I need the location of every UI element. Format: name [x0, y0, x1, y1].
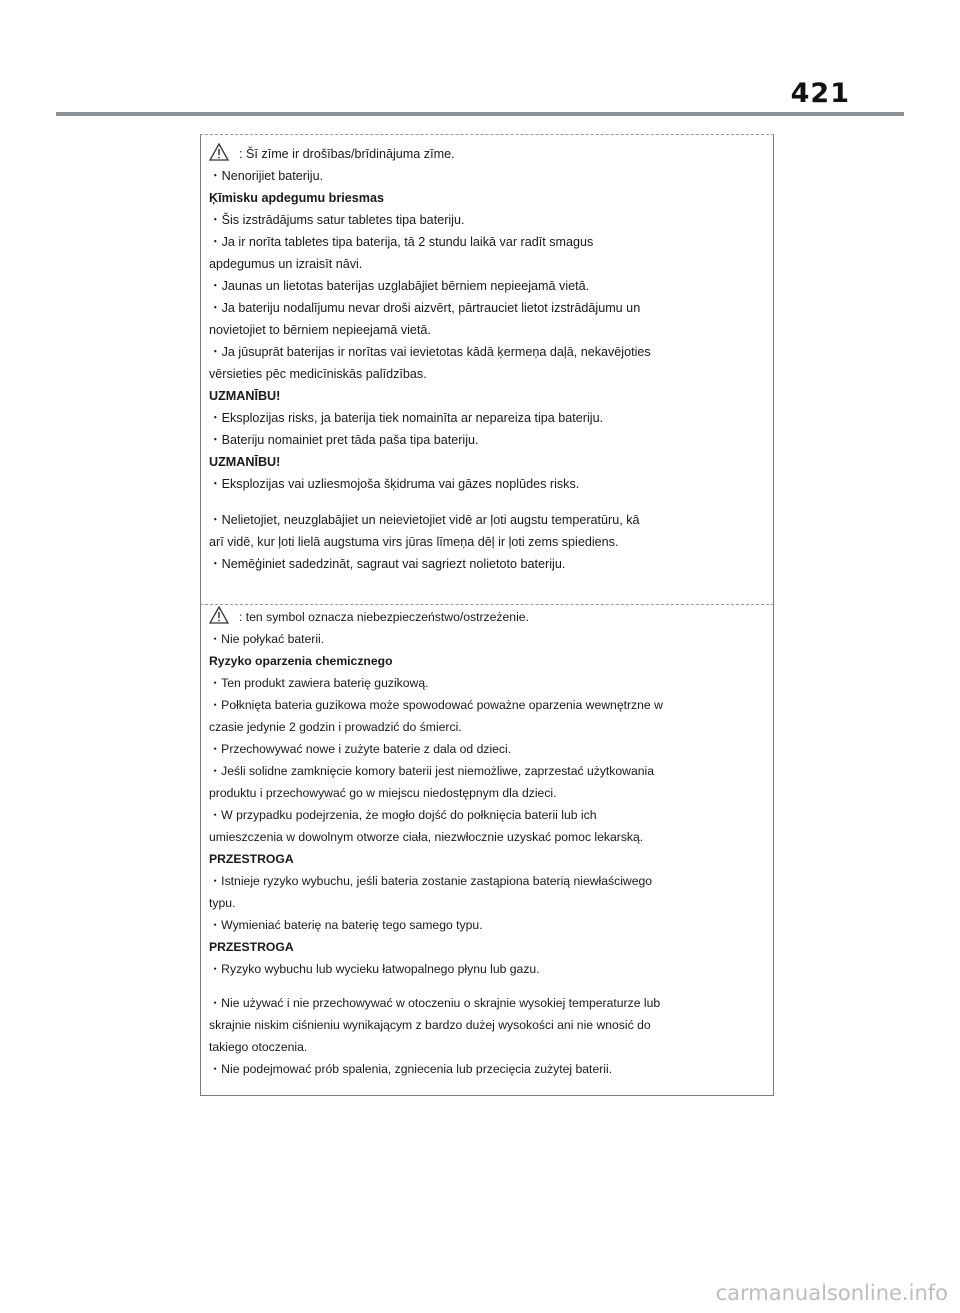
- text-line: ・Šis izstrādājums satur tabletes tipa bateriju.: [209, 213, 465, 227]
- section-heading: Ķīmisku apdegumu briesmas: [209, 191, 384, 205]
- text-line: produktu i przechowywać go w miejscu niedostępnym dla dzieci.: [209, 786, 557, 800]
- text-line: ・Ja bateriju nodalījumu nevar droši aizvērt, pārtrauciet lietot izstrādājumu un: [209, 301, 641, 315]
- warning-triangle-icon: [209, 606, 229, 624]
- text-line: ・Nie podejmować prób spalenia, zgniecenia lub przecięcia zużytej baterii.: [209, 1062, 613, 1076]
- text-line: skrajnie niskim ciśnieniu wynikającym z bardzo dużej wysokości ani nie wnosić do: [209, 1018, 651, 1032]
- text-line: ・Nie połykać baterii.: [209, 632, 325, 646]
- polish-section: [209, 606, 761, 1080]
- text-line: ・Ryzyko wybuchu lub wycieku łatwopalnego płynu lub gazu.: [209, 962, 540, 976]
- text-line: ・Eksplozijas risks, ja baterija tiek nomainīta ar nepareiza tipa bateriju.: [209, 411, 604, 425]
- text-line: takiego otoczenia.: [209, 1040, 308, 1054]
- text-line: ・Połknięta bateria guzikowa może spowodować poważne oparzenia wewnętrzne w: [209, 698, 663, 712]
- text-line: ・Nemēģiniet sadedzināt, sagraut vai sagriezt nolietoto bateriju.: [209, 557, 566, 571]
- page-number: 421: [790, 78, 850, 109]
- text-line: arī vidē, kur ļoti lielā augstuma virs jūras līmeņa dēļ ir ļoti zems spiediens.: [209, 535, 619, 549]
- latvian-section: [209, 143, 761, 575]
- text-line: czasie jedynie 2 godzin i prowadzić do śmierci.: [209, 720, 462, 734]
- text-line: vērsieties pēc medicīniskās palīdzības.: [209, 367, 427, 381]
- text-line: ・Jaunas un lietotas baterijas uzglabājiet bērniem nepieejamā vietā.: [209, 279, 590, 293]
- polish-symbol-text: : ten symbol oznacza niebezpieczeństwo/ostrzeżenie.: [239, 610, 529, 624]
- text-line: ・Ja ir norīta tabletes tipa baterija, tā 2 stundu laikā var radīt smagus: [209, 235, 594, 249]
- text-line: ・W przypadku podejrzenia, że mogło dojść do połknięcia baterii lub ich: [209, 808, 597, 822]
- latvian-symbol-line: [209, 143, 761, 165]
- text-line: ・Nelietojiet, neuzglabājiet un neievietojiet vidē ar ļoti augstu temperatūru, kā: [209, 513, 640, 527]
- header-rule: [56, 112, 904, 116]
- text-line: ・Ja jūsuprāt baterijas ir norītas vai ievietotas kādā ķermeņa daļā, nekavējoties: [209, 345, 651, 359]
- text-line: ・Nie używać i nie przechowywać w otoczeniu o skrajnie wysokiej temperaturze lub: [209, 996, 661, 1010]
- section-heading: PRZESTROGA: [209, 852, 294, 866]
- watermark-link[interactable]: carmanualsonline.info: [715, 1281, 948, 1305]
- text-line: ・Bateriju nomainiet pret tāda paša tipa bateriju.: [209, 433, 479, 447]
- spacer: [209, 495, 761, 509]
- text-line: apdegumus un izraisīt nāvi.: [209, 257, 363, 271]
- text-line: umieszczenia w dowolnym otworze ciała, niezwłocznie uzyskać pomoc lekarską.: [209, 830, 644, 844]
- text-line: ・Jeśli solidne zamknięcie komory baterii jest niemożliwe, zaprzestać użytkowania: [209, 764, 655, 778]
- text-line: ・Przechowywać nowe i zużyte baterie z dala od dzieci.: [209, 742, 512, 756]
- text-line: typu.: [209, 896, 236, 910]
- spacer: [209, 980, 761, 992]
- section-heading: UZMANĪBU!: [209, 389, 281, 403]
- warning-triangle-icon: [209, 143, 229, 161]
- text-line: ・Istnieje ryzyko wybuchu, jeśli bateria zostanie zastąpiona baterią niewłaściwego: [209, 874, 653, 888]
- text-line: ・Ten produkt zawiera baterię guzikową.: [209, 676, 429, 690]
- section-heading: UZMANĪBU!: [209, 455, 281, 469]
- section-heading: Ryzyko oparzenia chemicznego: [209, 654, 393, 668]
- text-line: ・Eksplozijas vai uzliesmojoša šķidruma vai gāzes noplūdes risks.: [209, 477, 580, 491]
- text-line: ・Nenorijiet bateriju.: [209, 169, 324, 183]
- latvian-symbol-text: : Šī zīme ir drošības/brīdinājuma zīme.: [239, 147, 455, 161]
- text-line: ・Wymieniać baterię na baterię tego samego typu.: [209, 918, 483, 932]
- section-heading: PRZESTROGA: [209, 940, 294, 954]
- text-line: novietojiet to bērniem nepieejamā vietā.: [209, 323, 431, 337]
- polish-symbol-line: [209, 606, 761, 628]
